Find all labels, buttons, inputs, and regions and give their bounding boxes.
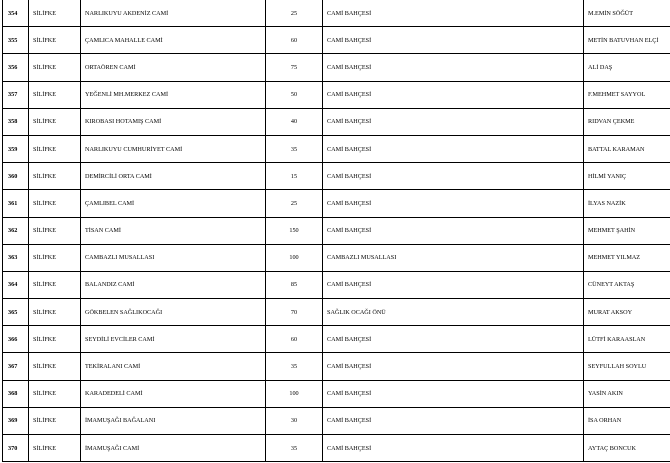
mosque-name-cell: ÇAMLIBEL CAMİ [81, 190, 266, 217]
table-row [3, 435, 670, 462]
table-row [3, 380, 670, 407]
responsible-person-cell: ALİ DAŞ [584, 54, 670, 81]
district-cell: SİLİFKE [29, 217, 81, 244]
location-cell: CAMİ BAHÇESİ [323, 407, 584, 434]
mosque-name-cell: İMAMUŞAĞI CAMİ [81, 435, 266, 462]
capacity-cell: 50 [266, 81, 323, 108]
capacity-cell: 35 [266, 353, 323, 380]
capacity-cell: 70 [266, 299, 323, 326]
capacity-cell: 100 [266, 380, 323, 407]
table-row [3, 299, 670, 326]
mosque-name-cell: ORTAÖREN CAMİ [81, 54, 266, 81]
capacity-cell: 60 [266, 27, 323, 54]
responsible-person-cell: AYTAÇ BONCUK [584, 435, 670, 462]
location-cell: CAMİ BAHÇESİ [323, 326, 584, 353]
table-row [3, 190, 670, 217]
row-number: 367 [3, 353, 29, 380]
location-cell: CAMİ BAHÇESİ [323, 271, 584, 298]
responsible-person-cell: YASİN AKIN [584, 380, 670, 407]
table-row [3, 217, 670, 244]
responsible-person-cell: İSA ORHAN [584, 407, 670, 434]
row-number: 354 [3, 0, 29, 27]
location-cell: CAMİ BAHÇESİ [323, 435, 584, 462]
responsible-person-cell: BATTAL KARAMAN [584, 135, 670, 162]
mosque-name-cell: CAMBAZLI MUSALLASI [81, 244, 266, 271]
row-number: 365 [3, 299, 29, 326]
responsible-person-cell: MURAT AKSOY [584, 299, 670, 326]
capacity-cell: 25 [266, 0, 323, 27]
mosque-name-cell: İMAMUŞAĞI BAĞALANI [81, 407, 266, 434]
location-cell: CAMBAZLI MUSALLASI [323, 244, 584, 271]
location-cell: CAMİ BAHÇESİ [323, 380, 584, 407]
table-row [3, 244, 670, 271]
capacity-cell: 30 [266, 407, 323, 434]
responsible-person-cell: MEHMET YILMAZ [584, 244, 670, 271]
table-row [3, 407, 670, 434]
mosque-name-cell: TİSAN CAMİ [81, 217, 266, 244]
table-row [3, 81, 670, 108]
mosque-name-cell: DEMİRCİLİ ORTA CAMİ [81, 163, 266, 190]
responsible-person-cell: CÜNEYT AKTAŞ [584, 271, 670, 298]
location-cell: CAMİ BAHÇESİ [323, 217, 584, 244]
row-number: 366 [3, 326, 29, 353]
responsible-person-cell: LÜTFİ KARAASLAN [584, 326, 670, 353]
location-cell: CAMİ BAHÇESİ [323, 353, 584, 380]
district-cell: SİLİFKE [29, 353, 81, 380]
row-number: 361 [3, 190, 29, 217]
responsible-person-cell: METİN BATUVHAN ELÇİ [584, 27, 670, 54]
location-cell: CAMİ BAHÇESİ [323, 81, 584, 108]
mosque-name-cell: GÖKBELEN SAĞLIKOCAĞI [81, 299, 266, 326]
table-row [3, 163, 670, 190]
district-cell: SİLİFKE [29, 108, 81, 135]
responsible-person-cell: M.EMİN SÖĞÜT [584, 0, 670, 27]
capacity-cell: 75 [266, 54, 323, 81]
district-cell: SİLİFKE [29, 380, 81, 407]
row-number: 360 [3, 163, 29, 190]
row-number: 370 [3, 435, 29, 462]
table-row [3, 135, 670, 162]
capacity-cell: 100 [266, 244, 323, 271]
capacity-cell: 60 [266, 326, 323, 353]
district-cell: SİLİFKE [29, 54, 81, 81]
location-cell: SAĞLIK OCAĞI ÖNÜ [323, 299, 584, 326]
location-cell: CAMİ BAHÇESİ [323, 0, 584, 27]
district-cell: SİLİFKE [29, 271, 81, 298]
district-cell: SİLİFKE [29, 135, 81, 162]
location-cell: CAMİ BAHÇESİ [323, 163, 584, 190]
district-cell: SİLİFKE [29, 81, 81, 108]
location-cell: CAMİ BAHÇESİ [323, 190, 584, 217]
responsible-person-cell: HİLMİ YANIÇ [584, 163, 670, 190]
district-cell: SİLİFKE [29, 407, 81, 434]
mosque-name-cell: YEĞENLİ MH.MERKEZ CAMİ [81, 81, 266, 108]
capacity-cell: 35 [266, 135, 323, 162]
location-cell: CAMİ BAHÇESİ [323, 108, 584, 135]
row-number: 355 [3, 27, 29, 54]
mosque-name-cell: NARLIKUYU CUMHURİYET CAMİ [81, 135, 266, 162]
district-cell: SİLİFKE [29, 190, 81, 217]
mosque-name-cell: ÇAMLICA MAHALLE CAMİ [81, 27, 266, 54]
row-number: 356 [3, 54, 29, 81]
mosque-name-cell: SEYDİLİ EVCİLER CAMİ [81, 326, 266, 353]
district-cell: SİLİFKE [29, 0, 81, 27]
responsible-person-cell: F.MEHMET SAYYOL [584, 81, 670, 108]
table-body [3, 0, 670, 462]
row-number: 363 [3, 244, 29, 271]
location-cell: CAMİ BAHÇESİ [323, 135, 584, 162]
capacity-cell: 40 [266, 108, 323, 135]
table-row [3, 54, 670, 81]
district-cell: SİLİFKE [29, 435, 81, 462]
responsible-person-cell: MEHMET ŞAHİN [584, 217, 670, 244]
row-number: 357 [3, 81, 29, 108]
row-number: 359 [3, 135, 29, 162]
table-row [3, 27, 670, 54]
district-cell: SİLİFKE [29, 244, 81, 271]
responsible-person-cell: SEYFULLAH SOYLU [584, 353, 670, 380]
mosque-name-cell: KIROBASI HOTAMIŞ CAMİ [81, 108, 266, 135]
district-cell: SİLİFKE [29, 27, 81, 54]
mosque-name-cell: KARADEDELİ CAMİ [81, 380, 266, 407]
mosque-name-cell: TEKİRALANI CAMİ [81, 353, 266, 380]
row-number: 362 [3, 217, 29, 244]
row-number: 364 [3, 271, 29, 298]
row-number: 368 [3, 380, 29, 407]
capacity-cell: 25 [266, 190, 323, 217]
capacity-cell: 85 [266, 271, 323, 298]
location-cell: CAMİ BAHÇESİ [323, 27, 584, 54]
mosque-name-cell: BALANDIZ CAMİ [81, 271, 266, 298]
district-cell: SİLİFKE [29, 163, 81, 190]
capacity-cell: 150 [266, 217, 323, 244]
table-row [3, 0, 670, 27]
district-cell: SİLİFKE [29, 299, 81, 326]
row-number: 358 [3, 108, 29, 135]
mosque-table [2, 0, 670, 462]
table-row [3, 326, 670, 353]
table-row [3, 353, 670, 380]
responsible-person-cell: RIDVAN ÇEKME [584, 108, 670, 135]
capacity-cell: 35 [266, 435, 323, 462]
mosque-name-cell: NARLIKUYU AKDENİZ CAMİ [81, 0, 266, 27]
row-number: 369 [3, 407, 29, 434]
table-row [3, 271, 670, 298]
table-row [3, 108, 670, 135]
responsible-person-cell: İLYAS NAZİK [584, 190, 670, 217]
district-cell: SİLİFKE [29, 326, 81, 353]
capacity-cell: 15 [266, 163, 323, 190]
location-cell: CAMİ BAHÇESİ [323, 54, 584, 81]
